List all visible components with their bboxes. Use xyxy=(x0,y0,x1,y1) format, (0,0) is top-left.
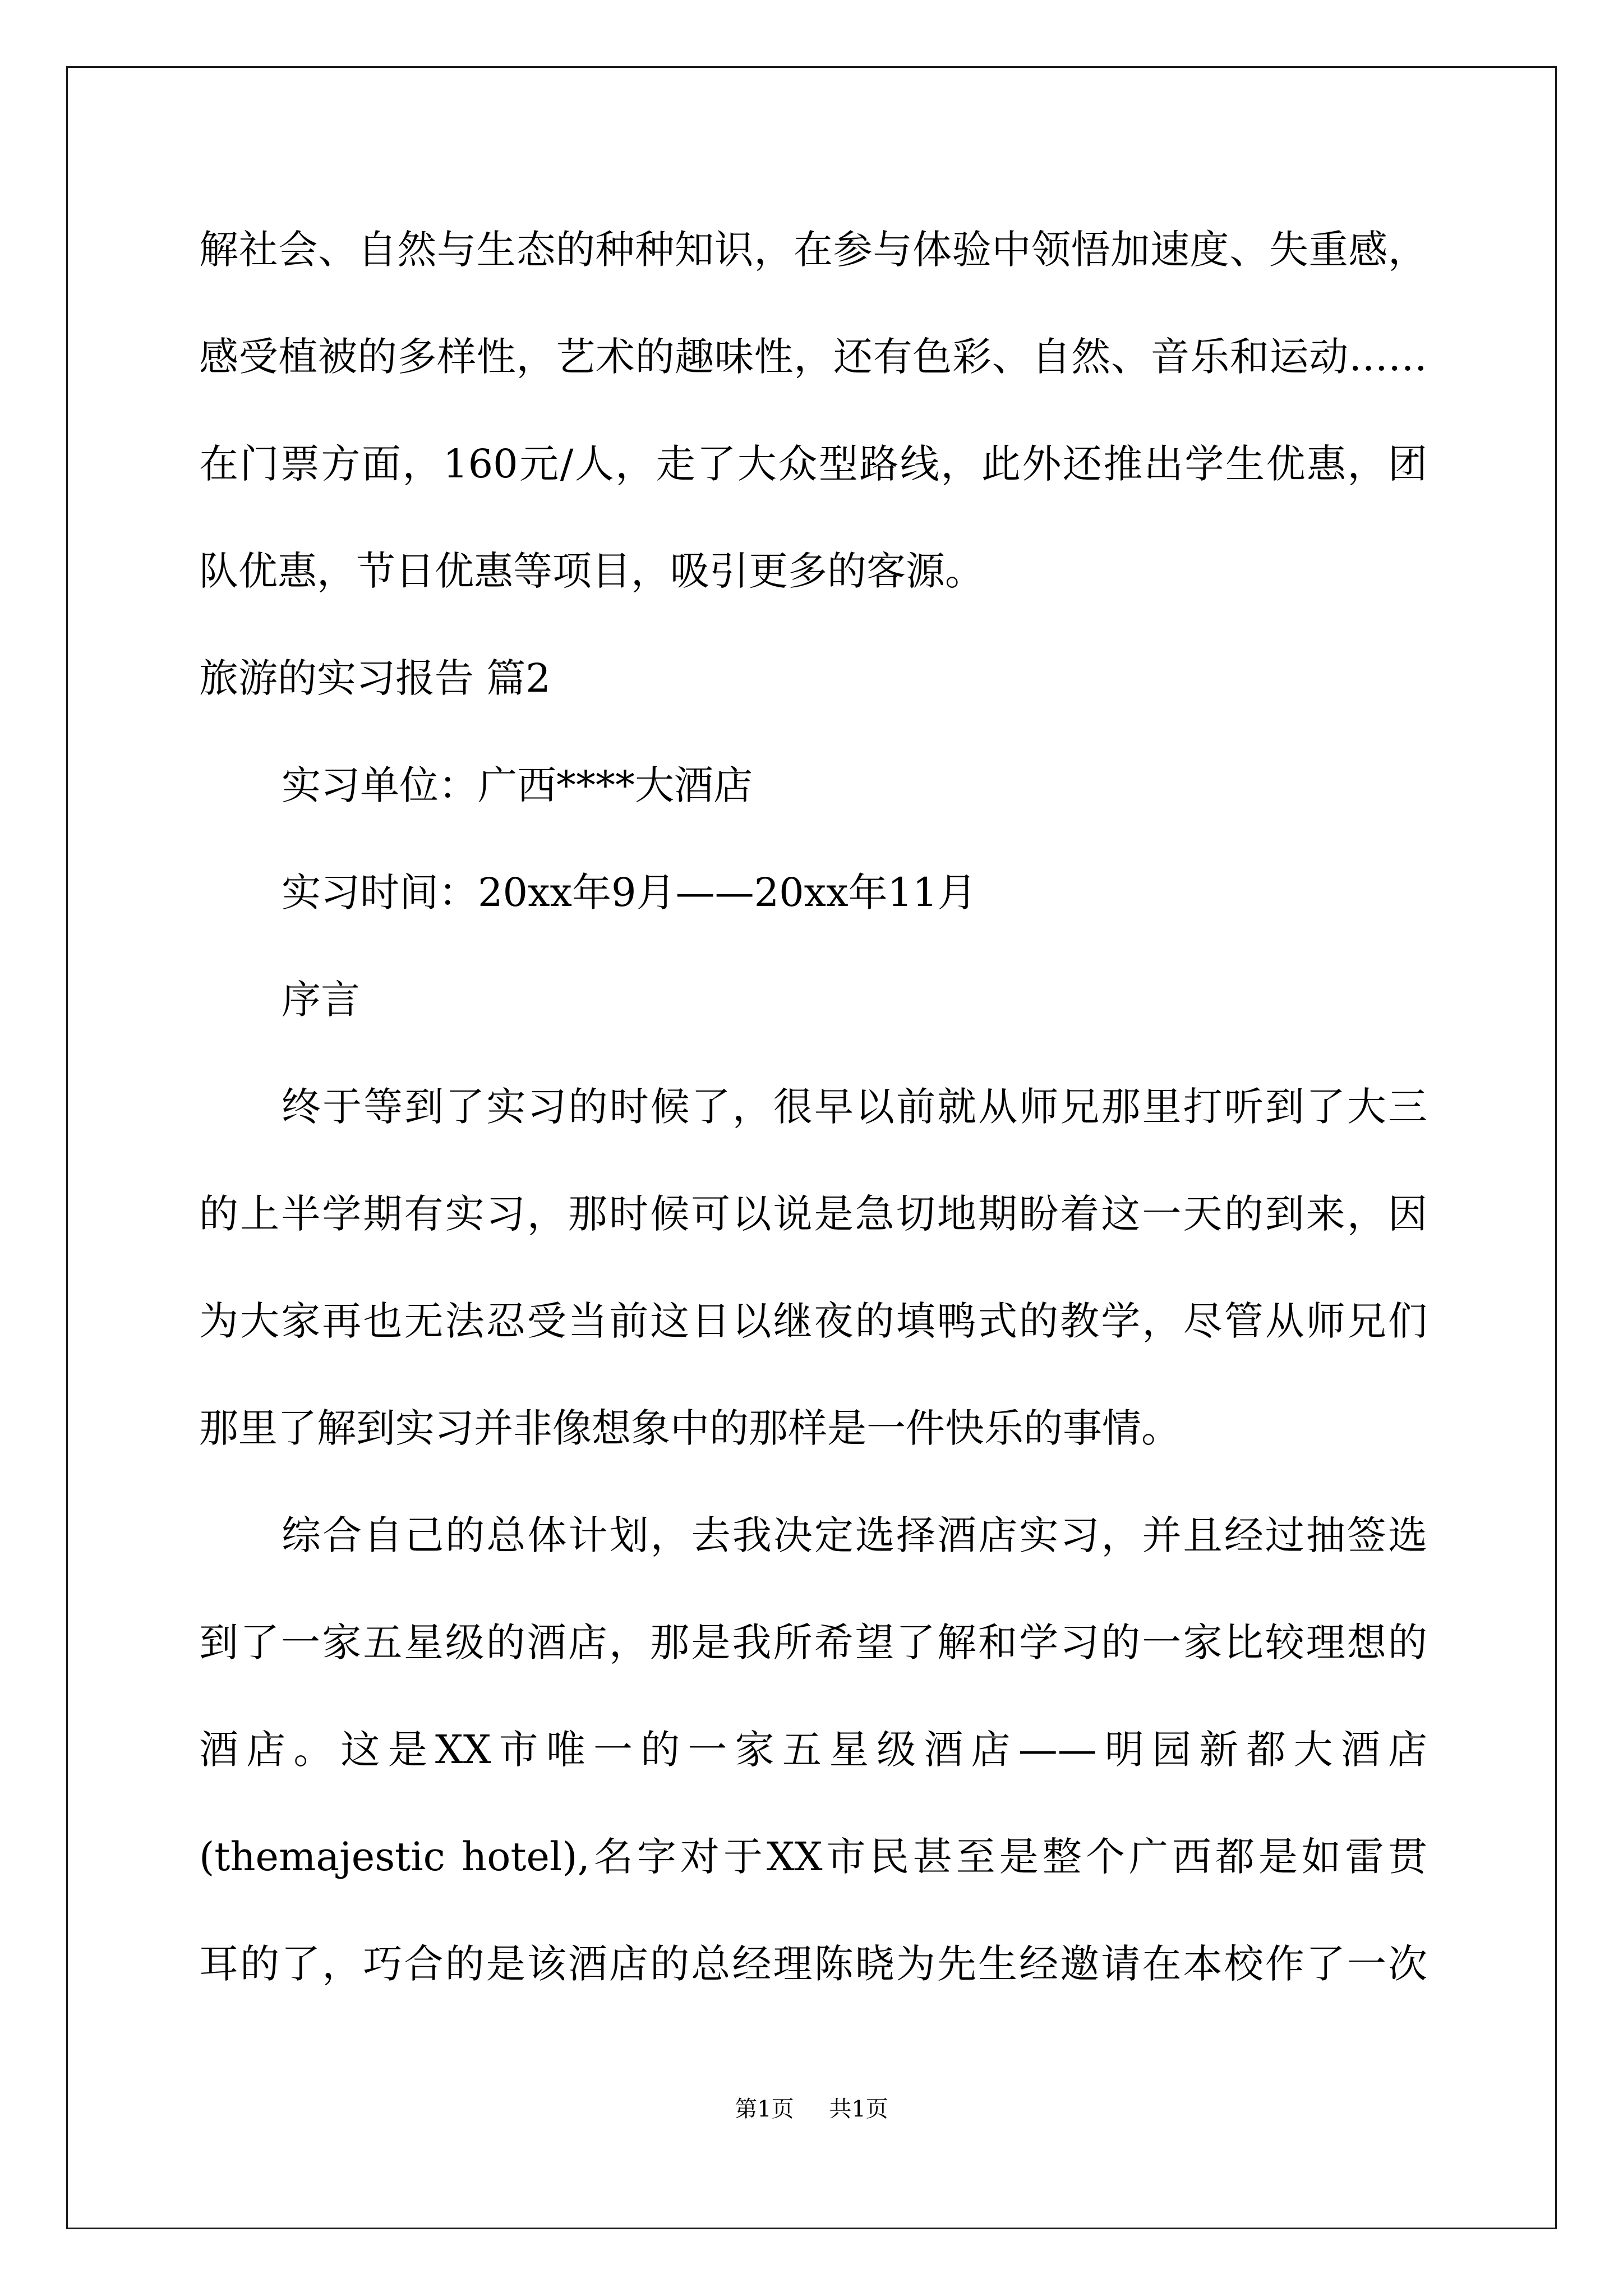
preface-heading: 序言 xyxy=(282,977,360,1023)
text-line: 酒店。这是XX市唯一的一家五星级酒店——明园新都大酒店 xyxy=(199,1727,1427,1773)
text-line: 的上半学期有实习，那时候可以说是急切地期盼着这一天的到来，因 xyxy=(199,1191,1427,1237)
page-total: 共1页 xyxy=(829,2096,888,2122)
text-line: 综合自己的总体计划，去我决定选择酒店实习，并且经过抽签选 xyxy=(282,1512,1427,1558)
text-line: 耳的了，巧合的是该酒店的总经理陈晓为先生经邀请在本校作了一次 xyxy=(199,1941,1427,1987)
text-line: 终于等到了实习的时候了，很早以前就从师兄那里打听到了大三 xyxy=(282,1084,1427,1130)
section-heading: 旅游的实习报告 篇2 xyxy=(199,655,551,701)
text-line: 队优惠，节日优惠等项目，吸引更多的客源。 xyxy=(199,548,984,594)
text-line: 到了一家五星级的酒店，那是我所希望了解和学习的一家比较理想的 xyxy=(199,1619,1427,1665)
text-line: 解社会、自然与生态的种种知识，在参与体验中领悟加速度、失重感， xyxy=(199,227,1427,273)
text-line: 感受植被的多样性，艺术的趣味性，还有色彩、自然、音乐和运动…… xyxy=(199,334,1427,380)
text-line: 那里了解到实习并非像想象中的那样是一件快乐的事情。 xyxy=(199,1405,1181,1451)
text-line: 为大家再也无法忍受当前这日以继夜的填鸭式的教学，尽管从师兄们 xyxy=(199,1298,1427,1344)
page-number: 第1页 xyxy=(735,2096,794,2122)
text-line: 在门票方面，160元/人，走了大众型路线，此外还推出学生优惠，团 xyxy=(199,441,1427,487)
internship-unit: 实习单位：广西****大酒店 xyxy=(282,762,753,808)
internship-period: 实习时间：20xx年9月——20xx年11月 xyxy=(282,869,977,915)
page-footer xyxy=(0,2092,1623,2126)
document-body xyxy=(199,213,1427,2035)
text-line: (themajestic hotel),名字对于XX市民甚至是整个广西都是如雷贯 xyxy=(199,1834,1427,1880)
